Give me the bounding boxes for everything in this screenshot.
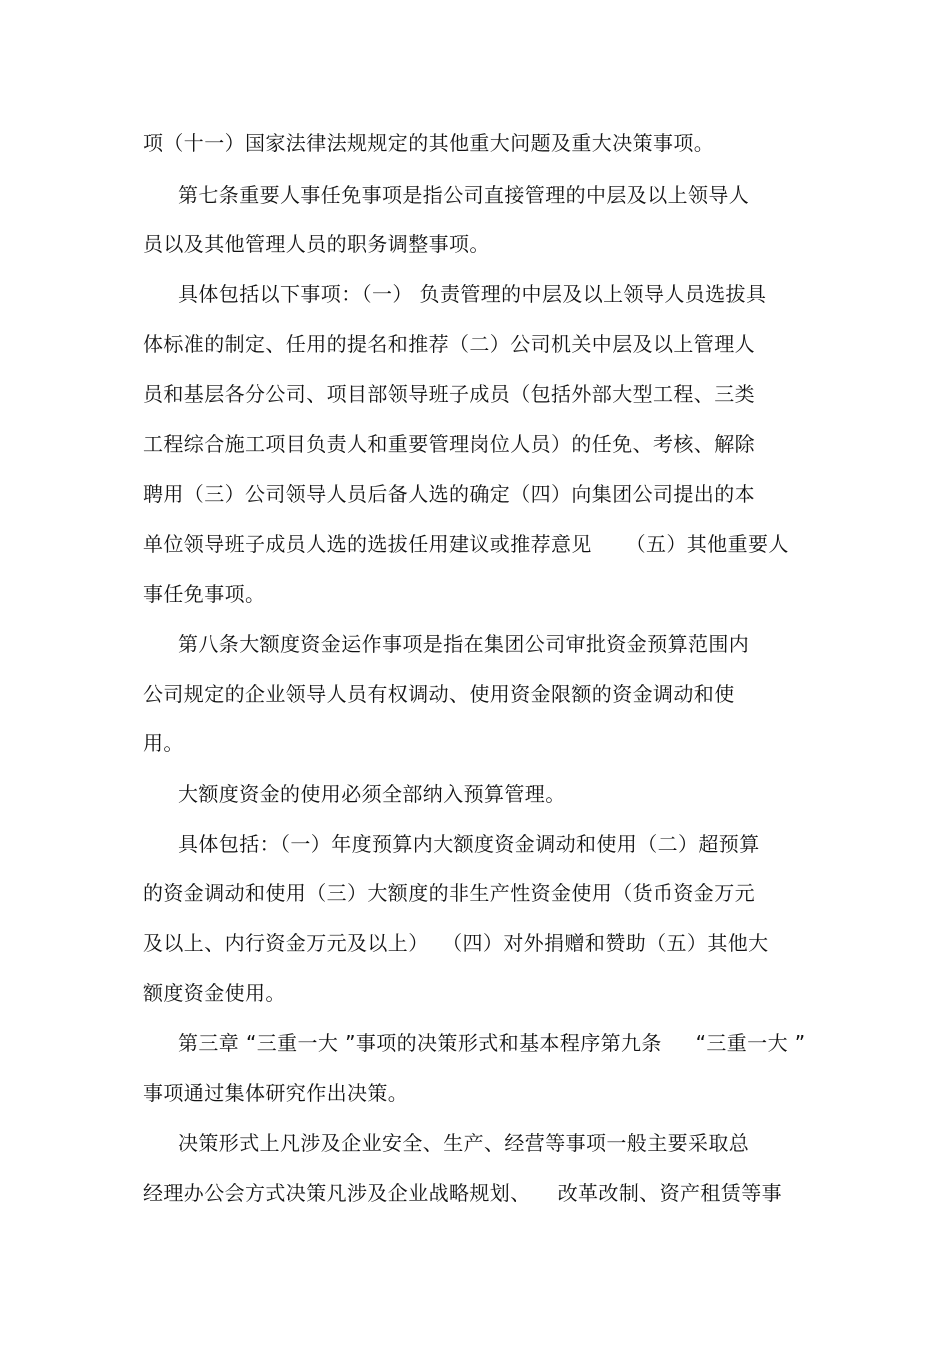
paragraph-first-line: 具体包括以下事项：（一） 负责管理的中层及以上领导人员选拔具 [178, 282, 767, 306]
text-line: 工程综合施工项目负责人和重要管理岗位人员）的任免、考核、解除 [143, 432, 755, 456]
paragraph-first-line: 决策形式上凡涉及企业安全、生产、经营等事项一般主要采取总 [178, 1131, 750, 1155]
paragraph-first-line: 第七条重要人事任免事项是指公司直接管理的中层及以上领导人 [178, 183, 750, 207]
text-line: 额度资金使用。 [143, 981, 286, 1005]
text-line: 的资金调动和使用（三）大额度的非生产性资金使用（货币资金万元 [143, 881, 755, 905]
text-line: 经理办公会方式决策凡涉及企业战略规划、 改革改制、资产租赁等事 [143, 1181, 783, 1205]
chapter-heading-line: 第三章 “三重一大 ”事项的决策形式和基本程序第九条 “三重一大 ” [178, 1031, 806, 1055]
text-line: 聘用（三）公司领导人员后备人选的确定（四）向集团公司提出的本 [143, 482, 755, 506]
paragraph-first-line: 大额度资金的使用必须全部纳入预算管理。 [178, 782, 566, 806]
text-line: 员和基层各分公司、项目部领导班子成员（包括外部大型工程、三类 [143, 382, 755, 406]
text-line: 事任免事项。 [143, 582, 266, 606]
paragraph-first-line: 具体包括：（一）年度预算内大额度资金调动和使用（二）超预算 [178, 832, 760, 856]
text-line: 及以上、内行资金万元及以上） （四）对外捐赠和赞助（五）其他大 [143, 931, 769, 955]
text-line: 员以及其他管理人员的职务调整事项。 [143, 232, 490, 256]
text-line: 项（十一）国家法律法规规定的其他重大问题及重大决策事项。 [143, 131, 715, 155]
text-line: 单位领导班子成员人选的选拔任用建议或推荐意见 （五）其他重要人 [143, 532, 789, 556]
text-line: 事项通过集体研究作出决策。 [143, 1081, 409, 1105]
paragraph-first-line: 第八条大额度资金运作事项是指在集团公司审批资金预算范围内 [178, 632, 750, 656]
text-line: 体标准的制定、任用的提名和推荐（二）公司机关中层及以上管理人 [143, 332, 755, 356]
text-line: 用。 [143, 731, 184, 755]
text-line: 公司规定的企业领导人员有权调动、使用资金限额的资金调动和使 [143, 682, 735, 706]
